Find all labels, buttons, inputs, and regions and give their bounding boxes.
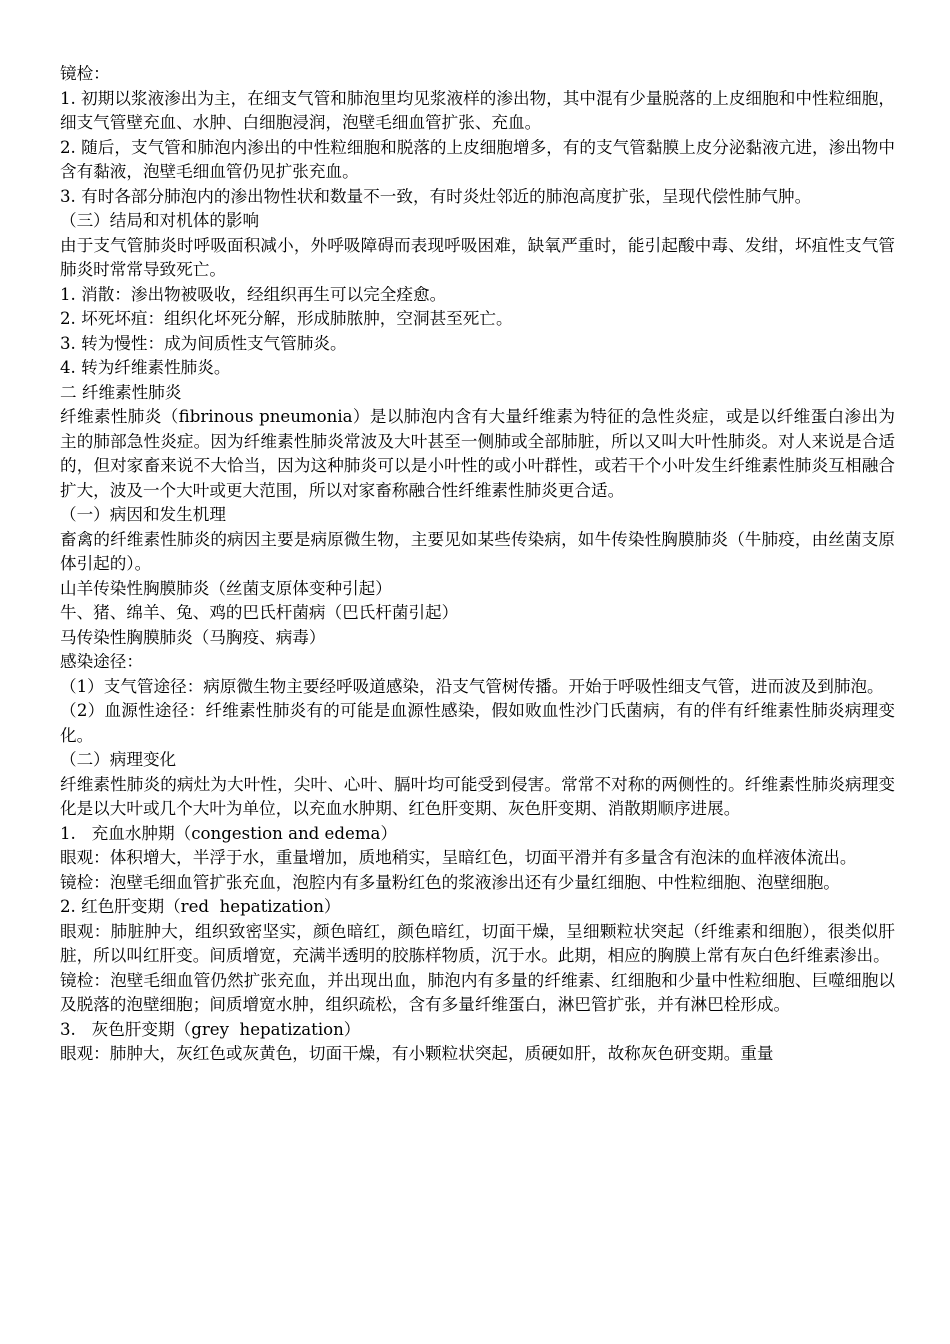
document-page xyxy=(60,62,895,1067)
paragraph-etiology: 畜禽的纤维素性肺炎的病因主要是病原微生物，主要见如某些传染病，如牛传染性胸膜肺炎（牛肺疫，由丝菌支原体引起的）。 xyxy=(60,529,895,573)
section-heading-outcome: （三）结局和对机体的影响 xyxy=(60,211,260,230)
paragraph-red-microscopy: 镜检：泡壁毛细血管仍然扩张充血，并出现出血，肺泡内有多量的纤维素、红细胞和少量中性粒细胞、巨噬细胞以及脱落的泡壁细胞；间质增宽水肿，组织疏松，含有多量纤维蛋白，淋巴管扩张，并有淋巴栓形成。 xyxy=(60,970,895,1014)
paragraph-grey-gross: 眼观：肺肿大，灰红色或灰黄色，切面干燥，有小颗粒状突起，质硬如肝，故称灰色研变期。重量 xyxy=(60,1044,774,1063)
paragraph-etiology-pasteurella: 牛、猪、绵羊、兔、鸡的巴氏杆菌病（巴氏杆菌引起） xyxy=(60,603,459,622)
paragraph-congestion-gross: 眼观：体积增大，半浮于水，重量增加，质地稍实，呈暗红色，切面平滑并有多量含有泡沫的血样液体流出。 xyxy=(60,848,857,867)
paragraph-etiology-horse: 马传染性胸膜肺炎（马胸疫、病毒） xyxy=(60,627,326,647)
subheading-congestion-edema: 1. 充血水肿期（congestion and edema） xyxy=(60,823,398,843)
paragraph-etiology-goat: 山羊传染性胸膜肺炎（丝菌支原体变种引起） xyxy=(60,578,392,598)
paragraph-route-bronchial: （1）支气管途径：病原微生物主要经呼吸道感染，沿支气管树传播。开始于呼吸性细支气管，进而波及到肺泡。 xyxy=(60,676,884,696)
paragraph-pathology-intro: 纤维素性肺炎的病灶为大叶性，尖叶、心叶、膈叶均可能受到侵害。常常不对称的两侧性的。纤维素性肺炎病理变化是以大叶或几个大叶为单位，以充血水肿期、红色肝变期、灰色肝变期、消散期顺序进展。 xyxy=(60,774,895,818)
paragraph-route-hematogenous: （2）血源性途径：纤维素性肺炎有的可能是血源性感染，假如败血性沙门氏菌病，有的伴有纤维素性肺炎病理变化。 xyxy=(60,701,895,745)
paragraph-outcome-intro: 由于支气管肺炎时呼吸面积减小，外呼吸障碍而表现呼吸困难，缺氧严重时，能引起酸中毒、发绀，坏疽性支气管肺炎时常常导致死亡。 xyxy=(60,235,895,279)
paragraph-outcome-1: 1. 消散：渗出物被吸收，经组织再生可以完全痊愈。 xyxy=(60,284,447,304)
paragraph-red-gross: 眼观：肺脏肿大，组织致密坚实，颜色暗红，颜色暗红，切面干燥，呈细颗粒状突起（纤维素和细胞），很类似肝脏，所以叫红肝变。间质增宽，充满半透明的胶胨样物质，沉于水。此期，相应的胸膜上常有灰白色纤维素渗出。 xyxy=(60,921,895,965)
section-heading-pathology: （二）病理变化 xyxy=(60,750,177,769)
paragraph-outcome-3: 3. 转为慢性：成为间质性支气管肺炎。 xyxy=(60,333,347,353)
paragraph-outcome-2: 2. 坏死坏疽：组织化坏死分解，形成肺脓肿，空洞甚至死亡。 xyxy=(60,309,513,328)
paragraph-microscopy-heading: 镜检： xyxy=(60,64,110,83)
subheading-red-hepatization: 2. 红色肝变期（red hepatization） xyxy=(60,897,341,916)
paragraph-fibrinous-definition: 纤维素性肺炎（fibrinous pneumonia）是以肺泡内含有大量纤维素为特征的急性炎症，或是以纤维蛋白渗出为主的肺部急性炎症。因为纤维素性肺炎常波及大叶甚至一侧肺或全部肺脏，所以又叫大叶性肺炎。对人来说是合适的，但对家畜来说不大恰当，因为这种肺炎可以是小叶性的或小叶群性，或若干个小叶发生纤维素性肺炎互相融合扩大，波及一个大叶或更大范围，所以对家畜称融合性纤维素性肺炎更合适。 xyxy=(60,407,895,500)
paragraph-outcome-4: 4. 转为纤维素性肺炎。 xyxy=(60,358,231,377)
section-heading-fibrinous-pneumonia: 二 纤维素性肺炎 xyxy=(60,382,182,402)
section-heading-etiology: （一）病因和发生机理 xyxy=(60,505,226,524)
paragraph-item-1: 1. 初期以浆液渗出为主，在细支气管和肺泡里均见浆液样的渗出物，其中混有少量脱落的上皮细胞和中性粒细胞，细支气管壁充血、水肿、白细胞浸润，泡壁毛细血管扩张、充血。 xyxy=(60,88,895,132)
subheading-grey-hepatization: 3. 灰色肝变期（grey hepatization） xyxy=(60,1019,361,1039)
paragraph-item-3: 3. 有时各部分肺泡内的渗出物性状和数量不一致，有时炎灶邻近的肺泡高度扩张，呈现代偿性肺气肿。 xyxy=(60,186,812,206)
paragraph-item-2: 2. 随后，支气管和肺泡内渗出的中性粒细胞和脱落的上皮细胞增多，有的支气管黏膜上皮分泌黏液亢进，渗出物中含有黏液，泡壁毛细血管仍见扩张充血。 xyxy=(60,137,895,181)
paragraph-infection-route-heading: 感染途径： xyxy=(60,652,143,671)
paragraph-congestion-microscopy: 镜检：泡壁毛细血管扩张充血，泡腔内有多量粉红色的浆液渗出还有少量红细胞、中性粒细胞、泡壁细胞。 xyxy=(60,872,840,892)
